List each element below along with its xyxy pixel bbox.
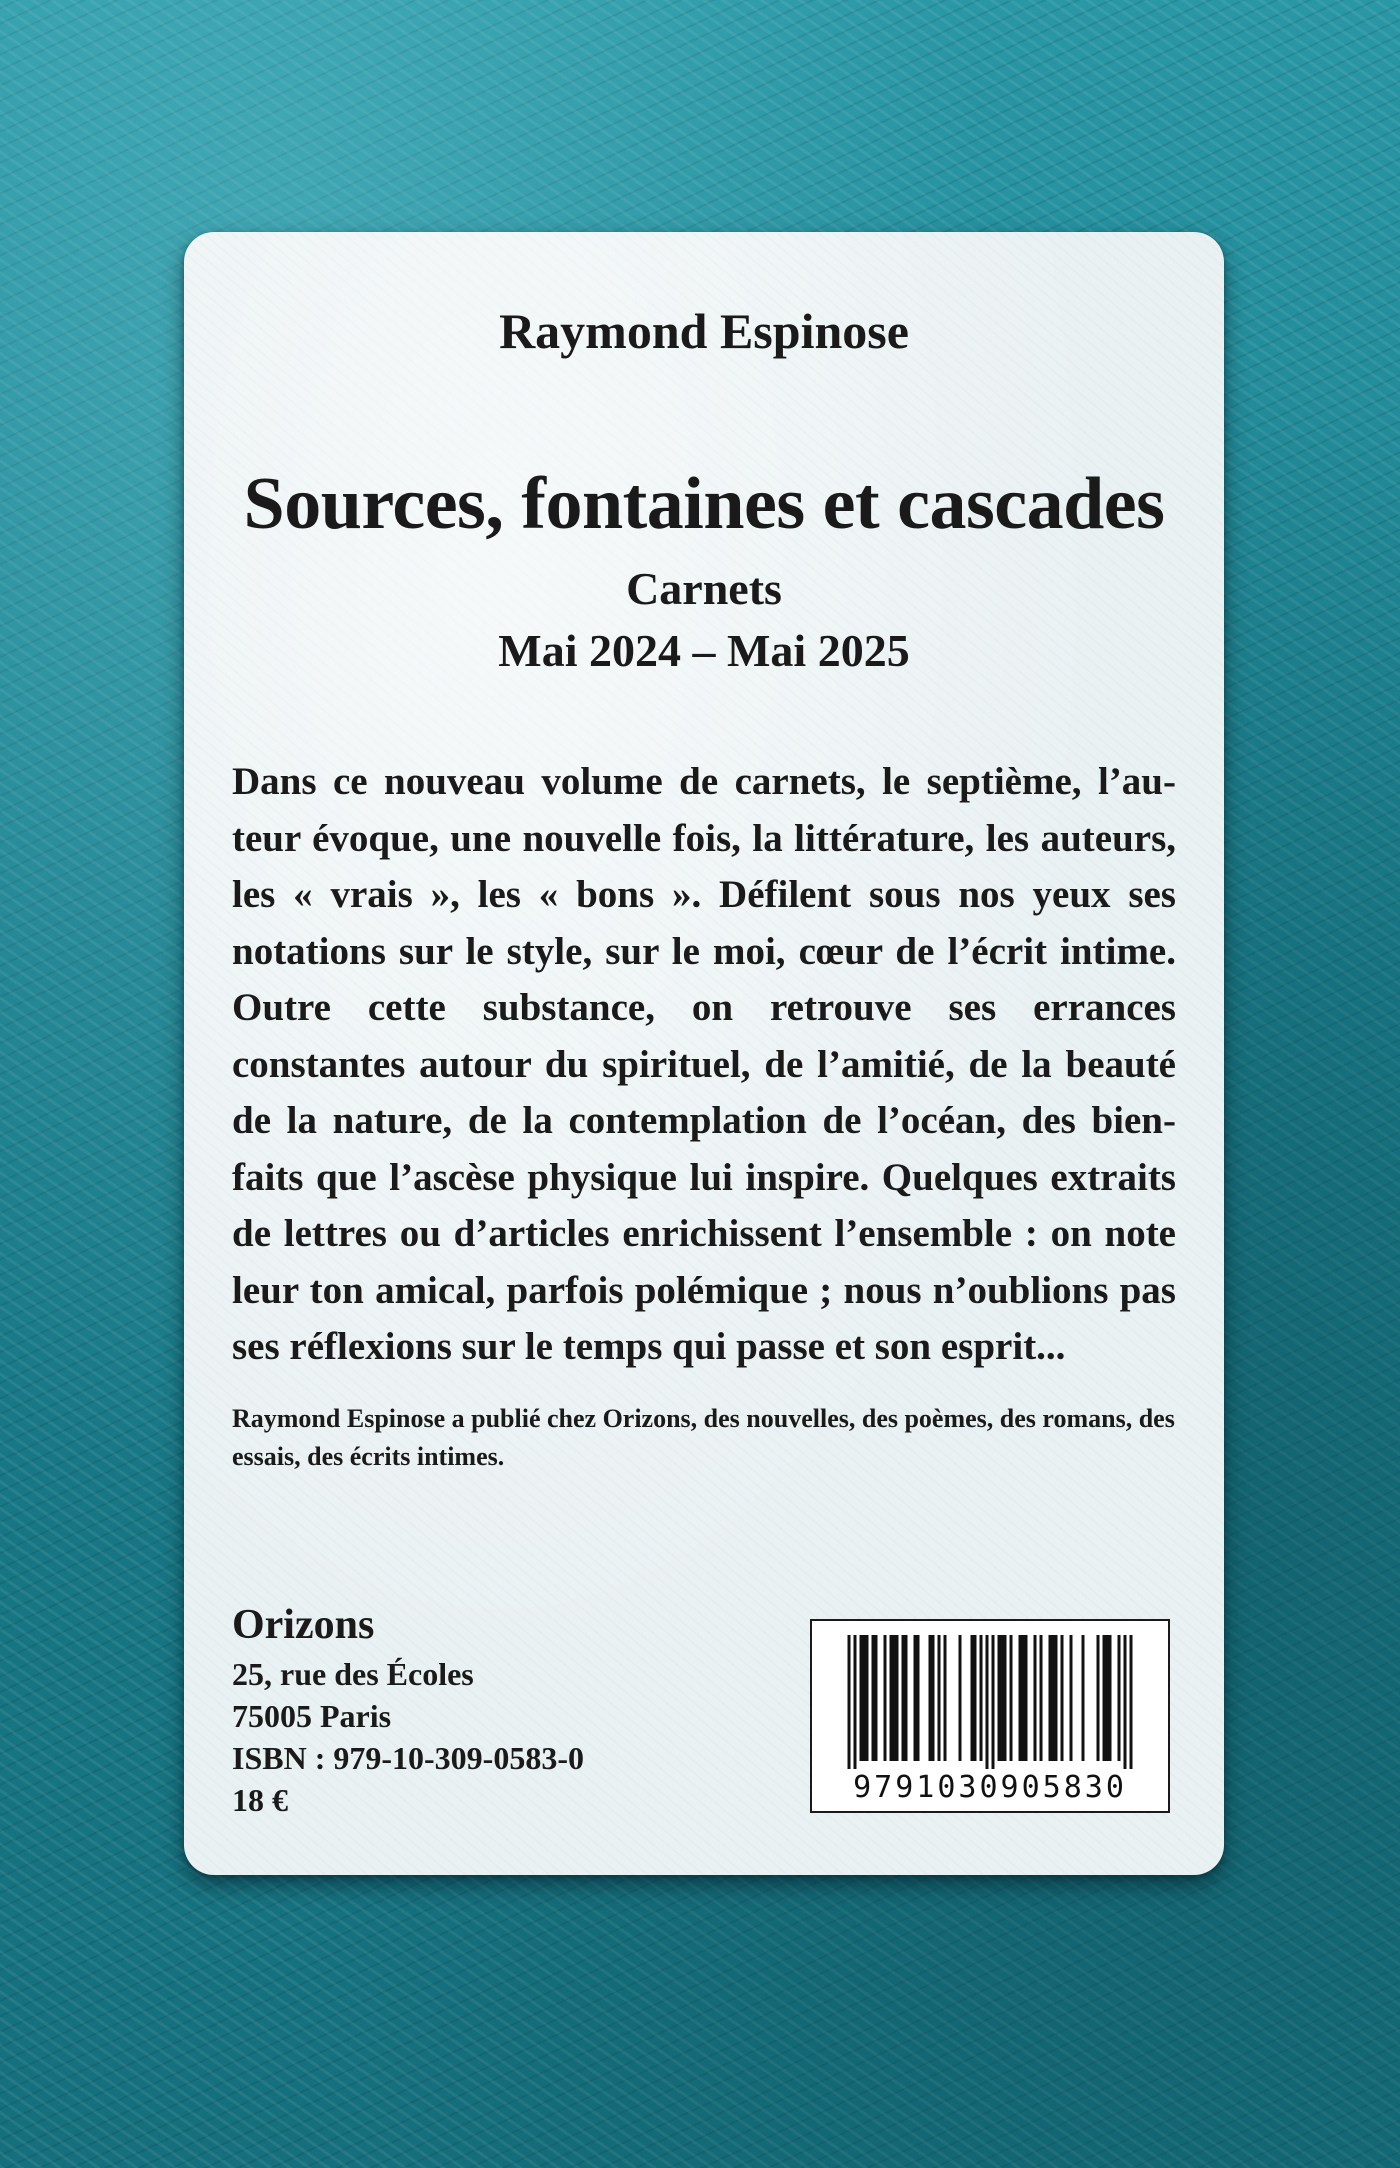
barcode-bar (1124, 1635, 1127, 1769)
barcode-bar (1103, 1635, 1106, 1761)
barcode-bar (1055, 1635, 1058, 1761)
barcode-bar (980, 1635, 983, 1761)
barcode-bar (905, 1635, 908, 1761)
barcode-bar (944, 1635, 947, 1761)
barcode-bar (1109, 1635, 1112, 1761)
barcode-bar (986, 1635, 989, 1769)
publisher-block (232, 1597, 752, 1821)
barcode-bar (1019, 1635, 1022, 1761)
barcode-bar (872, 1635, 875, 1761)
barcode-bar (959, 1635, 962, 1761)
author-bio: Raymond Espinose a publié chez Orizons, des nouvelles, des poèmes, des romans, des essais, des écrits intimes. (232, 1404, 1175, 1471)
barcode-bar (884, 1635, 887, 1761)
barcode-bar (893, 1635, 896, 1761)
blurb-text: Dans ce nouveau volume de carnets, le septième, l’auteur évoque, une nouvelle fois, la littérature, les auteurs, les « vrais », les « bons ». Défilent sous nos yeux ses notations sur le style, sur le moi, cœur de l’écrit intime. Outre cette substance, on retrouve ses errances constantes autour du spirituel, de l’amitié, de la beauté de la nature, de la contemplation de l’océan, des bienfaits que l’ascèse physique lui inspire. Quelques extraits de lettres ou d’articles enrichissent l’ensemble : on note leur ton amical, parfois polémique ; nous n’oublions pas ses réflexions sur le temps qui passe et son esprit... (232, 760, 1176, 1368)
barcode-bar (896, 1635, 899, 1761)
barcode-bar (971, 1635, 974, 1761)
barcode-bar (1049, 1635, 1052, 1761)
price: 18 € (232, 1782, 288, 1818)
date-range: Mai 2024 – Mai 2025 (498, 625, 910, 676)
barcode-bar (917, 1635, 920, 1761)
barcode-bar (1070, 1635, 1073, 1761)
barcode-bar (1082, 1635, 1085, 1761)
barcode-bar (1001, 1635, 1004, 1761)
book-subtitle: Carnets (626, 563, 782, 614)
barcode-bar (1025, 1635, 1028, 1761)
barcode-bar (1022, 1635, 1025, 1761)
barcode-bar (848, 1635, 851, 1769)
barcode-bar (914, 1635, 917, 1761)
barcode-bar (1040, 1635, 1043, 1761)
barcode-bar (1118, 1635, 1121, 1761)
barcode-bar (1106, 1635, 1109, 1761)
barcode-bar (854, 1635, 857, 1769)
barcode-bar (866, 1635, 869, 1761)
barcode-bar (1004, 1635, 1007, 1761)
barcode-bar (890, 1635, 893, 1761)
barcode-bar (998, 1635, 1001, 1761)
barcode-bar (1034, 1635, 1037, 1761)
barcode-bar (863, 1635, 866, 1761)
book-title: Sources, fontaines et cascades (243, 463, 1165, 545)
barcode-bar (860, 1635, 863, 1761)
barcode-bar (875, 1635, 878, 1761)
barcode-bar (932, 1635, 935, 1761)
publisher-street: 25, rue des Écoles (232, 1656, 474, 1692)
barcode-bar (1130, 1635, 1133, 1769)
barcode (810, 1619, 1170, 1813)
publisher-city: 75005 Paris (232, 1698, 392, 1734)
barcode-digits: 9791030905830 (853, 1770, 1127, 1805)
publisher-name: Orizons (232, 1602, 375, 1648)
author-name: Raymond Espinose (499, 303, 909, 359)
barcode-bar (1052, 1635, 1055, 1761)
barcode-bar (902, 1635, 905, 1761)
isbn-number: ISBN : 979-10-309-0583-0 (232, 1740, 584, 1776)
text-panel (184, 232, 1224, 1875)
barcode-bar (1061, 1635, 1064, 1761)
barcode-bar (938, 1635, 941, 1761)
barcode-bar (929, 1635, 932, 1761)
barcode-bar (1097, 1635, 1100, 1761)
barcode-bar (1010, 1635, 1013, 1761)
barcode-bar (974, 1635, 977, 1761)
barcode-bar (992, 1635, 995, 1769)
